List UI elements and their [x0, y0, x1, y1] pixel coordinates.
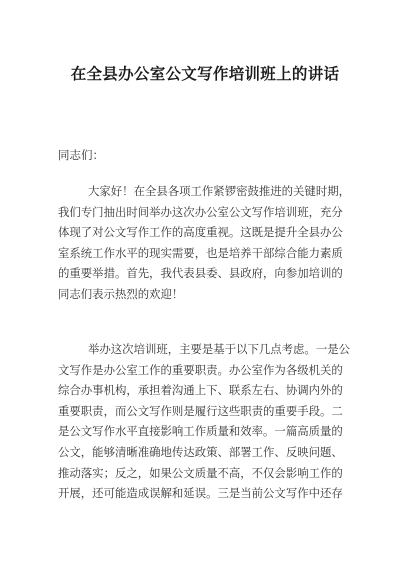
- paragraph-line: 综合办事机构，承担着沟通上下、联系左右、协调内外的: [58, 383, 343, 398]
- paragraph-line: 我们专门抽出时间举办这次办公室公文写作培训班，充分: [58, 204, 343, 219]
- document-title: 在全县办公室公文写作培训班上的讲话: [70, 65, 340, 83]
- paragraph-reasons: [58, 339, 360, 504]
- salutation: 同志们：: [58, 148, 104, 162]
- paragraph-line: 是公文写作水平直接影响工作质量和效率。一篇高质量的: [58, 424, 343, 439]
- paragraph-line: 体现了对公文写作工作的高度重视。这既是提升全县办公: [58, 225, 343, 240]
- paragraph-line: 开展，还可能造成误解和延误。三是当前公文写作中还存: [58, 486, 343, 501]
- paragraph-line: 公文，能够清晰准确地传达政策、部署工作、反映问题、: [58, 444, 343, 459]
- paragraph-line: 推动落实；反之，如果公文质量不高，不仅会影响工作的: [58, 465, 343, 480]
- paragraph-line: 同志们表示热烈的欢迎！: [58, 286, 184, 301]
- paragraph-welcome: [58, 181, 360, 305]
- paragraph-line: 的重要举措。首先，我代表县委、县政府，向参加培训的: [58, 266, 343, 281]
- paragraph-line: 举办这次培训班，主要是基于以下几点考虑。一是公: [88, 342, 350, 356]
- paragraph-line: 大家好！在全县各项工作紧锣密鼓推进的关键时期，: [88, 184, 350, 198]
- paragraph-line: 重要职责，而公文写作则是履行这些职责的重要手段。二: [58, 403, 343, 418]
- paragraph-line: 室系统工作水平的现实需要，也是培养干部综合能力素质: [58, 245, 343, 260]
- paragraph-line: 文写作是办公室工作的重要职责。办公室作为各级机关的: [58, 362, 343, 377]
